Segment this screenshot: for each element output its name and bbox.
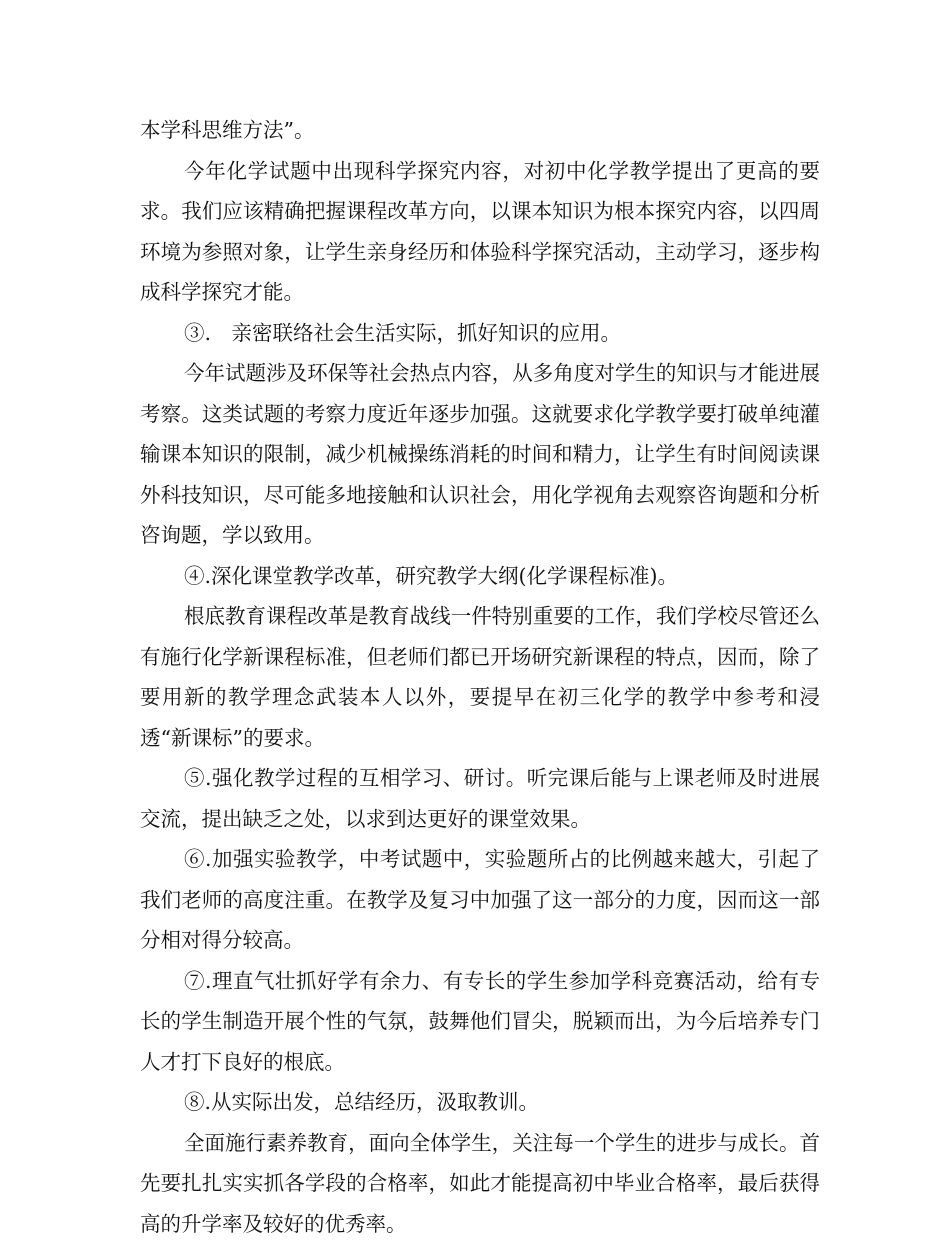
paragraph-quality-education: 全面施行素养教育，面向全体学生，关注每一个学生的进步与成长。首先要扎扎实实抓各学段的合格率，如此才能提高初中毕业合格率，最后获得高的升学率及较好的优秀率。 xyxy=(140,1123,820,1244)
heading-point-3: ③. 亲密联络社会生活实际，抓好知识的应用。 xyxy=(140,313,820,354)
paragraph-science-inquiry: 今年化学试题中出现科学探究内容，对初中化学教学提出了更高的要求。我们应该精确把握课程改革方向，以课本知识为根本探究内容，以四周环境为参照对象，让学生亲身经历和体验科学探究活动，主动学习，逐步构成科学探究才能。 xyxy=(140,151,820,313)
document-body xyxy=(140,110,820,1244)
paragraph-continuation: 本学科思维方法”。 xyxy=(140,110,820,151)
paragraph-social-hotspots: 今年试题涉及环保等社会热点内容，从多角度对学生的知识与才能进展考察。这类试题的考察力度近年逐步加强。这就要求化学教学要打破单纯灌输课本知识的限制，减少机械操练消耗的时间和精力，让学生有时间阅读课外科技知识，尽可能多地接触和认识社会，用化学视角去观察咨询题和分析咨询题，学以致用。 xyxy=(140,353,820,556)
heading-point-4: ④.深化课堂教学改革，研究教学大纲(化学课程标准)。 xyxy=(140,556,820,597)
paragraph-point-5: ⑤.强化教学过程的互相学习、研讨。听完课后能与上课老师及时进展交流，提出缺乏之处，以求到达更好的课堂效果。 xyxy=(140,758,820,839)
paragraph-point-6: ⑥.加强实验教学，中考试题中，实验题所占的比例越来越大，引起了我们老师的高度注重。在教学及复习中加强了这一部分的力度，因而这一部分相对得分较高。 xyxy=(140,839,820,961)
paragraph-point-7: ⑦.理直气壮抓好学有余力、有专长的学生参加学科竞赛活动，给有专长的学生制造开展个性的气氛，鼓舞他们冒尖，脱颖而出，为今后培养专门人才打下良好的根底。 xyxy=(140,961,820,1083)
heading-point-8: ⑧.从实际出发，总结经历，汲取教训。 xyxy=(140,1082,820,1123)
paragraph-curriculum-reform: 根底教育课程改革是教育战线一件特别重要的工作，我们学校尽管还么有施行化学新课程标准，但老师们都已开场研究新课程的特点，因而，除了要用新的教学理念武装本人以外，要提早在初三化学的教学中参考和浸透“新课标”的要求。 xyxy=(140,596,820,758)
